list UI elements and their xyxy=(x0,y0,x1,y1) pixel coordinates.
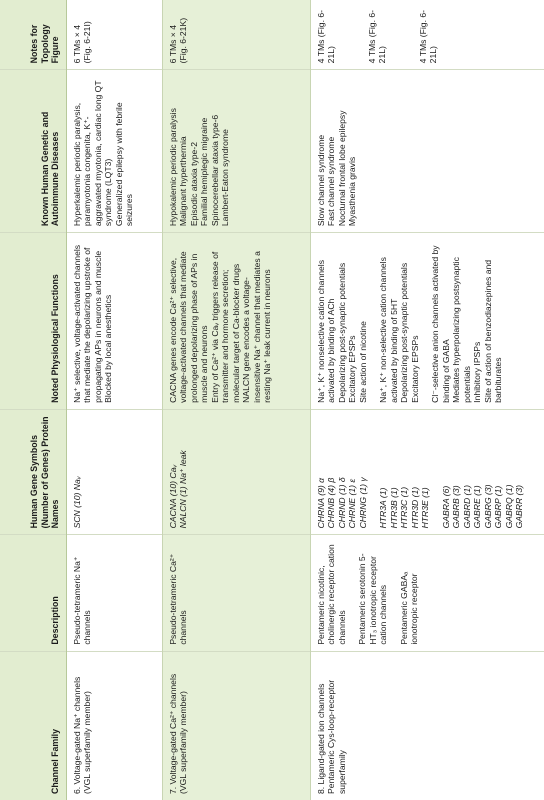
diseases-cell: Hypokalemic periodic paralysis Malignant hyperthermia Episodic ataxia type-2 Familial hemiplegic migraine Spinocerebellar ataxia type-6 Lambert-Eaton syndrome xyxy=(163,70,311,233)
header-diseases: Known Human Genetic and Autoimmune Diseases xyxy=(0,70,67,233)
functions-cell: Na⁺ selective, voltage-activated channels that mediate the depolarizing upstroke of propagating APs in neurons and muscle Blocked by local anesthetics xyxy=(67,233,163,410)
header-functions: Noted Physiological Functions xyxy=(0,233,67,410)
family-cell: 6. Voltage-gated Na⁺ channels (VGL superfamily member) xyxy=(67,651,163,800)
header-row xyxy=(0,0,67,800)
notes-cell: 6 TMs × 4 (Fig. 6-21K) xyxy=(163,0,311,70)
genes-cell: SCN (10) Naᵥ xyxy=(67,409,163,535)
table-row xyxy=(311,0,544,800)
description-cell: Pseudo-tetrameric Ca²⁺ channels xyxy=(163,535,311,651)
table-row xyxy=(163,0,311,800)
notes-cell: 6 TMs × 4 (Fig. 6-21I) xyxy=(67,0,163,70)
notes-cell: 4 TMs (Fig. 6-21L) 4 TMs (Fig. 6-21L) 4 TMs (Fig. 6-21L) xyxy=(316,9,439,64)
family-cell: 8. Ligand-gated ion channels Pentameric Cys-loop-receptor superfamily xyxy=(311,651,544,800)
header-description: Description xyxy=(0,535,67,651)
diseases-cell: Slow channel syndrome Fast channel syndrome Nocturnal frontal lobe epilepsy Myasthenia gravis xyxy=(311,70,544,233)
genes-cell: CACNA (10) Caᵥ NALCN (1) Na⁺ leak xyxy=(163,409,311,535)
header-family: Channel Family xyxy=(0,651,67,800)
table-row xyxy=(67,0,163,800)
header-genes: Human Gene Symbols (Number of Genes) Protein Names xyxy=(0,409,67,535)
description-cell: Pseudo-tetrameric Na⁺ channels xyxy=(67,535,163,651)
functions-cell: Na⁺, K⁺ nonselective cation channels activated by binding of ACh Depolarizing post-synaptic potentials Excitatory EPSPs Site action of nicotine Na⁺, K⁺ non-selective cation channels activated by binding of 5HT Depolarizing post-synaptic potentials Excitatory EPSPs Cl⁻-selective anion channels activated by binding of GABA Mediates hyperpolarizing postsynaptic potentials Inhibitory IPSPs Site of action of benzodiazepines and barbiturates xyxy=(311,233,544,410)
header-notes: Notes for Topology Figure xyxy=(0,0,67,70)
genes-cell: CHRNA (9) α CHRNB (4) β CHRND (1) δ CHRNE (1) ε CHRNG (1) γ HTR3A (1) HTR3B (1) HTR3C (1) HTR3D (1) HTR3E (1) GABRA (6) GABRB (3) GABRD (1) GABRE (1) GABRG (3) GABRP (1) GABRQ (1) GABRR (3) xyxy=(311,409,544,535)
family-cell: 7. Voltage-gated Ca²⁺ channels (VGL superfamily member) xyxy=(163,651,311,800)
functions-cell: CACNA genes encode Ca²⁺ selective, voltage-activated channels that mediate prolonged depolarizing phase of APs in muscle and neurons Entry of Ca²⁺ via Caᵥ triggers release of transmitter and hormone secretion; molecular target of Ca-blocker drugs NALCN gene encodes a voltage-insensitive Na⁺ channel that mediates a resting Na⁺ leak current in neurons xyxy=(163,233,311,410)
description-cell: Pentameric nicotinic, cholinergic receptor cation channels Pentameric serotonin 5-HT₃ ionotropic receptor cation channels Pentameric GABAₐ ionotropic receptor xyxy=(311,535,544,651)
diseases-cell: Hyperkalemic periodic paralysis, paramyotonia congenita, K⁺-aggravated myotonia, cardiac long QT syndrome (LQT3) Generalized epilepsy with febrile seizures xyxy=(67,70,163,233)
